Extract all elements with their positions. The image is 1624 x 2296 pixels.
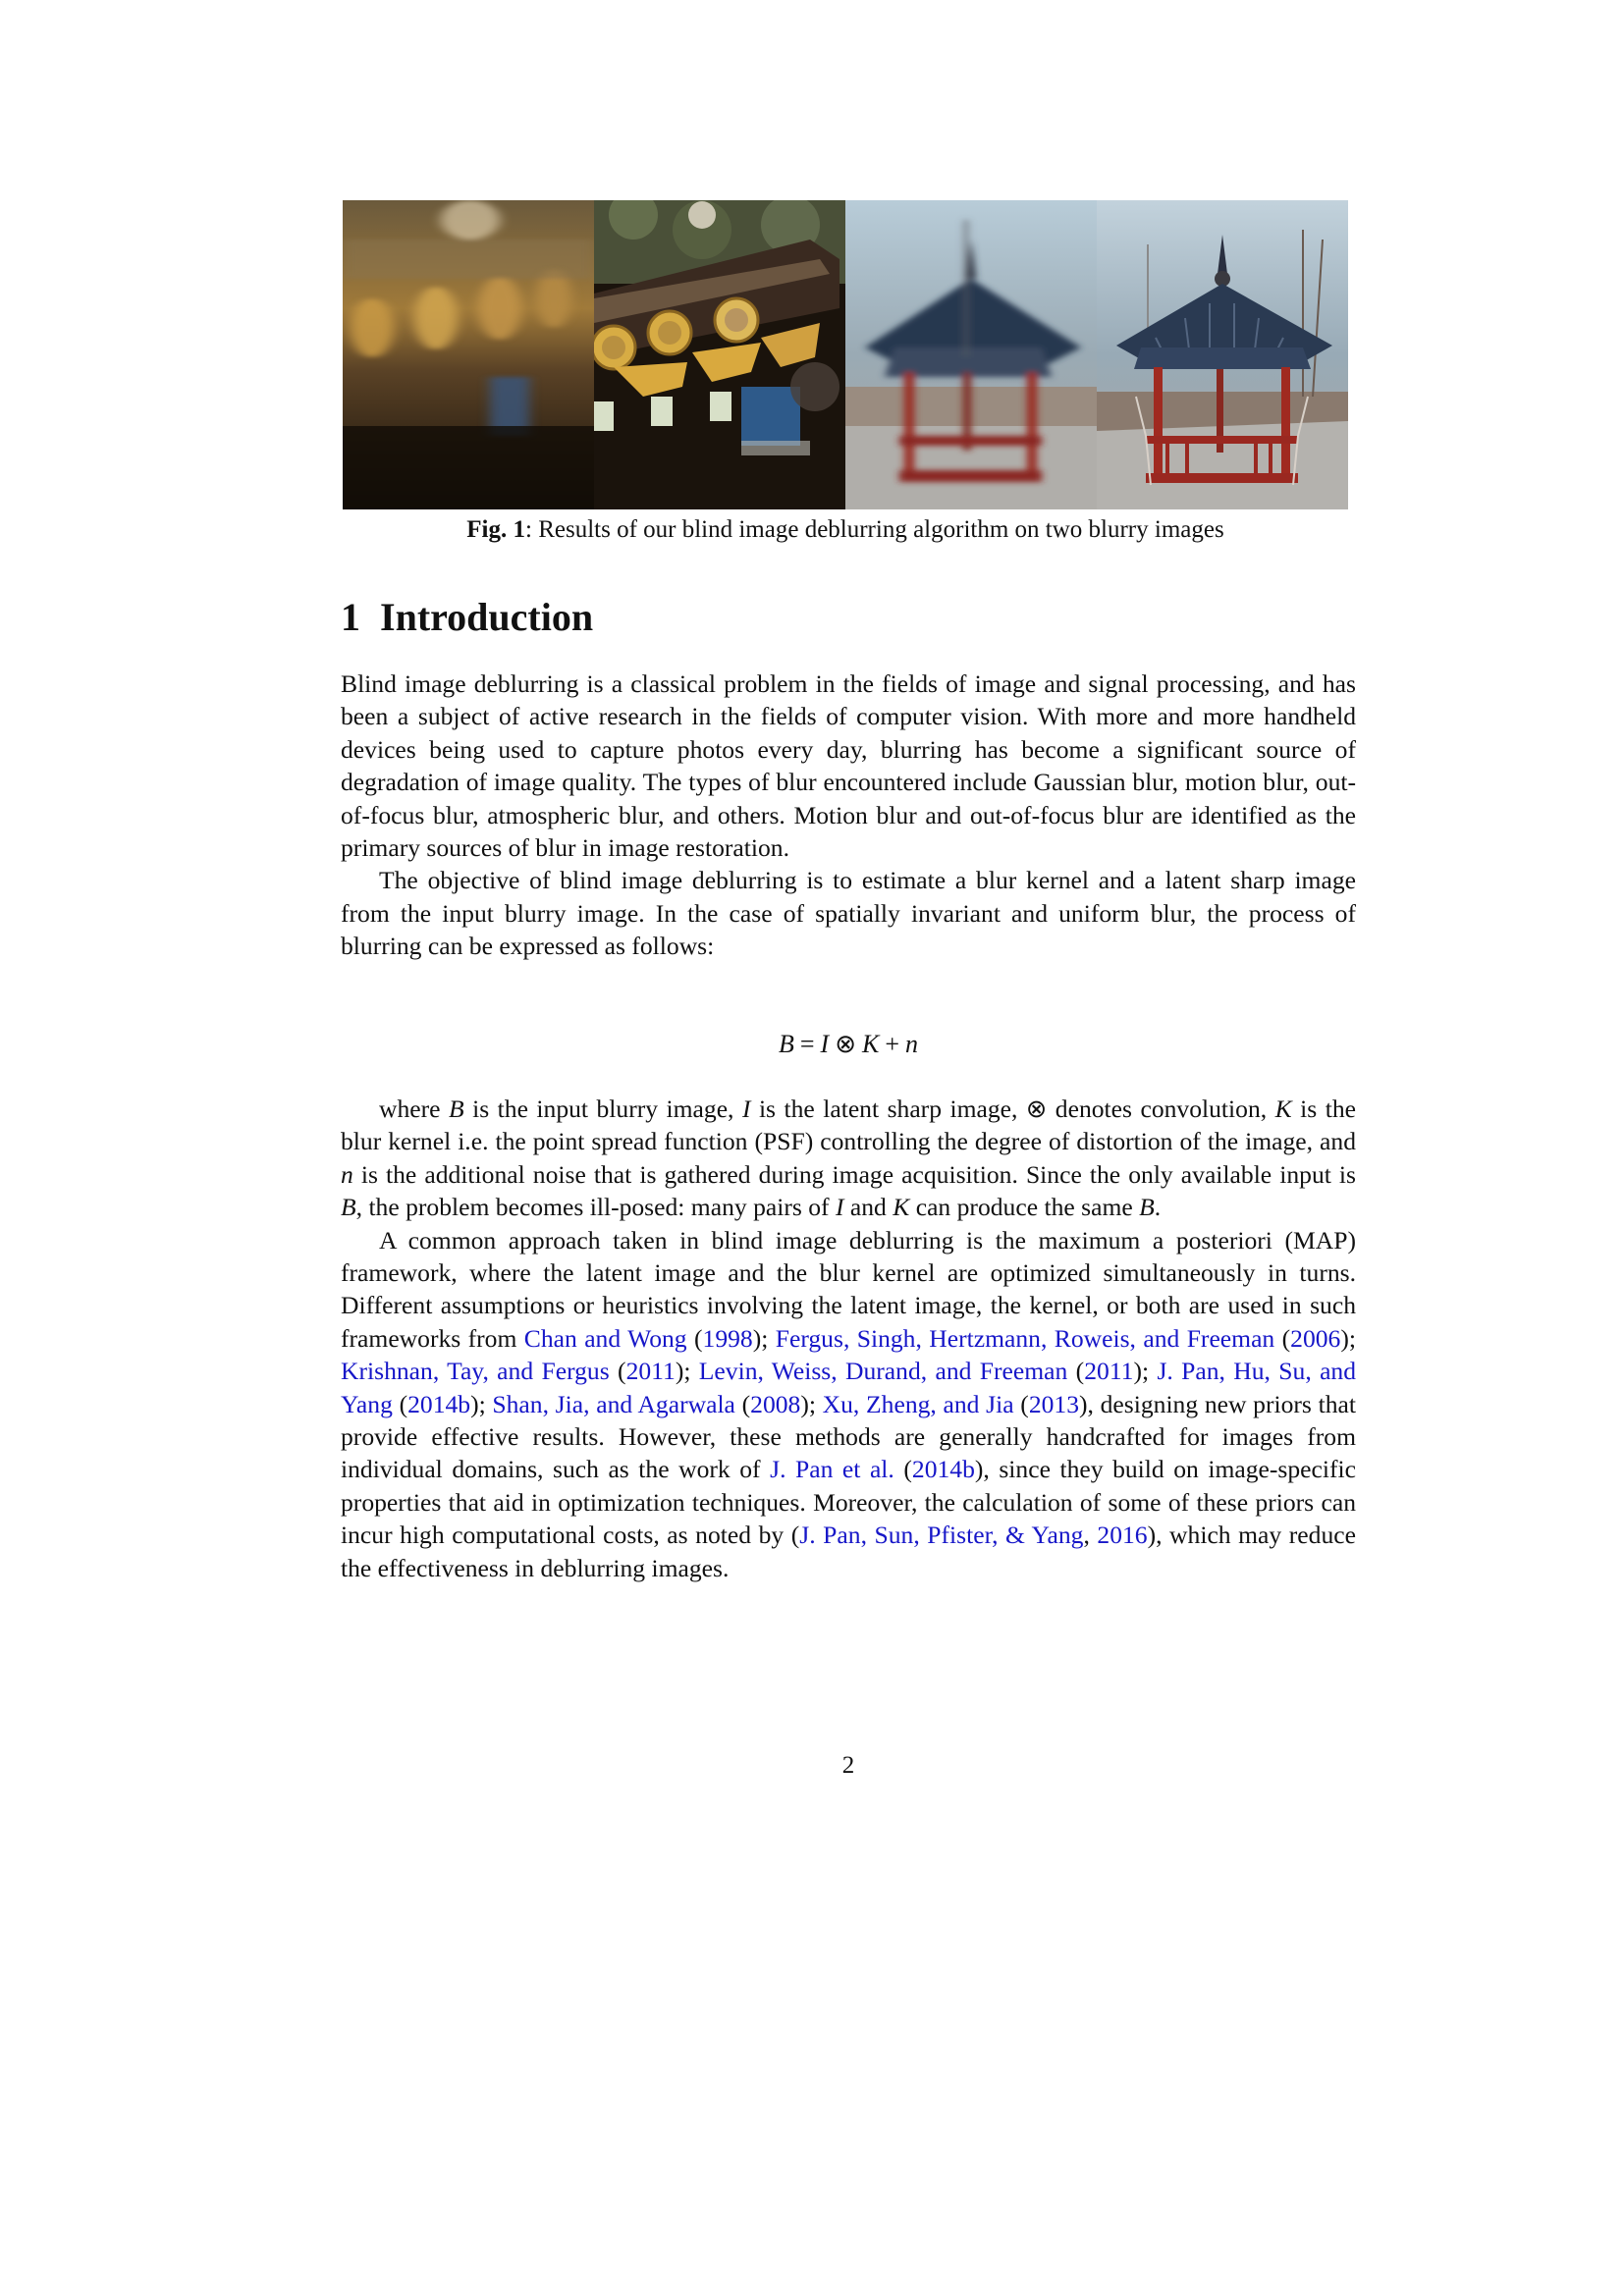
figure-caption — [343, 514, 1348, 546]
blurry-pavilion-image — [845, 200, 1097, 509]
paragraph-2: The objective of blind image deblurring is to estimate a blur kernel and a latent sharp image from the input blurry image. In the case of spatially invariant and uniform blur, the process of blurring can be expressed as follows: — [341, 866, 1356, 961]
citation-link-pan-hu[interactable]: J. Pan, Hu, Su, and Yang — [341, 1357, 1357, 1418]
page-number: 2 — [841, 1752, 855, 1779]
citation-link-xu[interactable]: Xu, Zheng, and Jia — [822, 1389, 1014, 1418]
citation-year-link[interactable]: 2016 — [1097, 1521, 1148, 1550]
citation-link-chan-wong[interactable]: Chan and Wong — [523, 1323, 687, 1353]
citation-link-pan-et-al[interactable]: J. Pan et al. — [770, 1455, 894, 1484]
citation-year-link[interactable]: 1998 — [702, 1323, 753, 1353]
intro-text-block-2 — [341, 1093, 1356, 1584]
deblurred-roof-image — [594, 200, 845, 509]
deblurred-pavilion-image — [1097, 200, 1348, 509]
section-heading — [341, 593, 593, 642]
figure-panel-blurry-pavilion — [845, 200, 1097, 509]
figure-label: Fig. 1 — [466, 516, 525, 543]
figure-1 — [343, 200, 1348, 509]
citation-link-fergus[interactable]: Fergus, Singh, Hertzmann, Roweis, and Freeman — [775, 1323, 1275, 1353]
paragraph-3: where B is the input blurry image, I is the latent sharp image, ⊗ denotes convolution, K is the blur kernel i.e. the point spread function (PSF) controlling the degree of distortion of the image, and n is the additional noise that is gathered during image acquisition. Since the only available input is B, the problem becomes ill-posed: many pairs of I and K can produce the same B. — [341, 1095, 1356, 1222]
figure-panel-deblurred-roof — [594, 200, 845, 509]
section-number: 1 — [341, 595, 360, 639]
citation-year-link[interactable]: 2011 — [1084, 1357, 1134, 1386]
section-title: Introduction — [380, 595, 594, 639]
figure-panel-deblurred-pavilion — [1097, 200, 1348, 509]
paragraph-4: A common approach taken in blind image deblurring is the maximum a posteriori (MAP) framework, where the latent image and the blur kernel are optimized simultaneously in turns. Different assumptions or heuristics involving the latent image, the kernel, or both are used in such frameworks from Chan and Wong (1998); Fergus, Singh, Hertzmann, Roweis, and Freeman (2006); Krishnan, Tay, and Fergus (2011); Levin, Weiss, Durand, and Freeman (2011); J. Pan, Hu, Su, and Yang (2014b); Shan, Jia, and Agarwala (2008); Xu, Zheng, and Jia (2013), designing new priors that provide effective results. However, these methods are generally handcrafted for images from individual domains, such as the work of J. Pan et al. (2014b), since they build on image-specific properties that aid in optimization techniques. Moreover, the calculation of some of these priors can incur high computational costs, as noted by (J. Pan, Sun, Pfister, & Yang, 2016), which may reduce the effectiveness in deblurring images. — [341, 1225, 1357, 1582]
citation-year-link[interactable]: 2014b — [407, 1389, 471, 1418]
blurry-roof-image — [343, 200, 594, 509]
citation-year-link[interactable]: 2006 — [1290, 1323, 1341, 1353]
citation-link-krishnan[interactable]: Krishnan, Tay, and Fergus — [341, 1357, 610, 1386]
figure-caption-text: : Results of our blind image deblurring algorithm on two blurry images — [525, 516, 1224, 543]
blur-equation: B = I ⊗ K + n — [778, 1030, 919, 1058]
intro-text-block-1 — [341, 667, 1356, 963]
paragraph-1: Blind image deblurring is a classical problem in the fields of image and signal processing, and has been a subject of active research in the fields of computer vision. With more and more handheld devices being used to capture photos every day, blurring has become a significant source of degradation of image quality. The types of blur encountered include Gaussian blur, motion blur, out-of-focus blur, atmospheric blur, and others. Motion blur and out-of-focus blur are identified as the primary sources of blur in image restoration. — [341, 669, 1356, 863]
citation-year-link[interactable]: 2008 — [750, 1389, 801, 1418]
citation-year-link[interactable]: 2011 — [625, 1357, 676, 1386]
citation-link-shan[interactable]: Shan, Jia, and Agarwala — [492, 1389, 735, 1418]
citation-year-link[interactable]: 2014b — [911, 1455, 975, 1484]
citation-year-link[interactable]: 2013 — [1028, 1389, 1079, 1418]
convolution-operator: ⊗ — [835, 1030, 856, 1058]
citation-link-pan-sun[interactable]: J. Pan, Sun, Pfister, & Yang — [799, 1521, 1084, 1550]
citation-link-levin[interactable]: Levin, Weiss, Durand, and Freeman — [698, 1357, 1068, 1386]
figure-panel-blurry-roof — [343, 200, 594, 509]
